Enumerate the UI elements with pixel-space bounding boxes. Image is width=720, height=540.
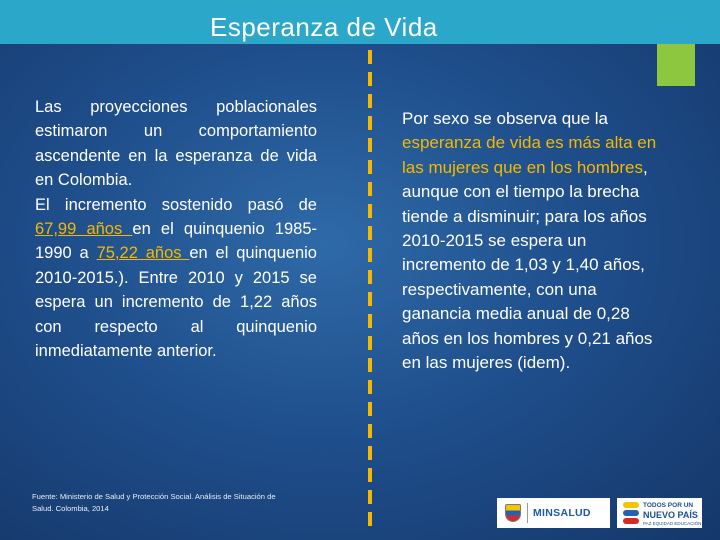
value-1985-1990: 67,99 años [35,220,133,239]
accent-square [657,44,695,86]
right-text-highlight: esperanza de vida es más alta en las mujeres que en los hombres [402,133,657,177]
right-paragraph [402,107,664,375]
minsalud-label: MINSALUD [533,507,591,519]
left-paragraph [35,95,317,363]
minsalud-logo [497,498,610,528]
left-text-p2a: El incremento sostenido pasó de [35,195,317,214]
value-2010-2015: 75,22 años [96,244,190,263]
title-bar [0,0,720,44]
nuevo-pais-icon [623,502,639,524]
left-text-p2c: en el quinquenio 2010-2015.). Entre 2010 y 2015 se espera un incremento de 1,22 años con respecto al quinquenio inmediatamente anterior. [35,244,317,361]
pais-line2: NUEVO PAÍS [643,509,698,520]
slide-title: Esperanza de Vida [210,12,438,42]
pais-line1: TODOS POR UN [643,502,694,509]
nuevo-pais-label [643,502,701,527]
left-text-p2b: en el quinquenio 1985-1990 a [35,220,317,263]
source-note: Fuente: Ministerio de Salud y Protección Social. Análisis de Situación de Salud. Colombia, 2014 [32,492,276,513]
nuevo-pais-logo [617,498,702,528]
dashed-divider [368,50,372,530]
left-text-p1: Las proyecciones poblacionales estimaron un comportamiento ascendente en la esperanza de vida en Colombia. [35,98,317,190]
colombia-shield-icon [505,504,521,522]
logo-separator [527,503,528,523]
right-text-b: , aunque con el tiempo la brecha tiende a disminuir; para los años 2010-2015 se espera un incremento de 1,03 y 1,40 años, respectivamente, con una ganancia media anual de 0,28 años en los hombres y 0,21 años en las mujeres (idem). [402,157,653,373]
pais-line3: PAZ EQUIDAD EDUCACIÓN [643,520,702,526]
right-text-a: Por sexo se observa que la [402,109,609,128]
